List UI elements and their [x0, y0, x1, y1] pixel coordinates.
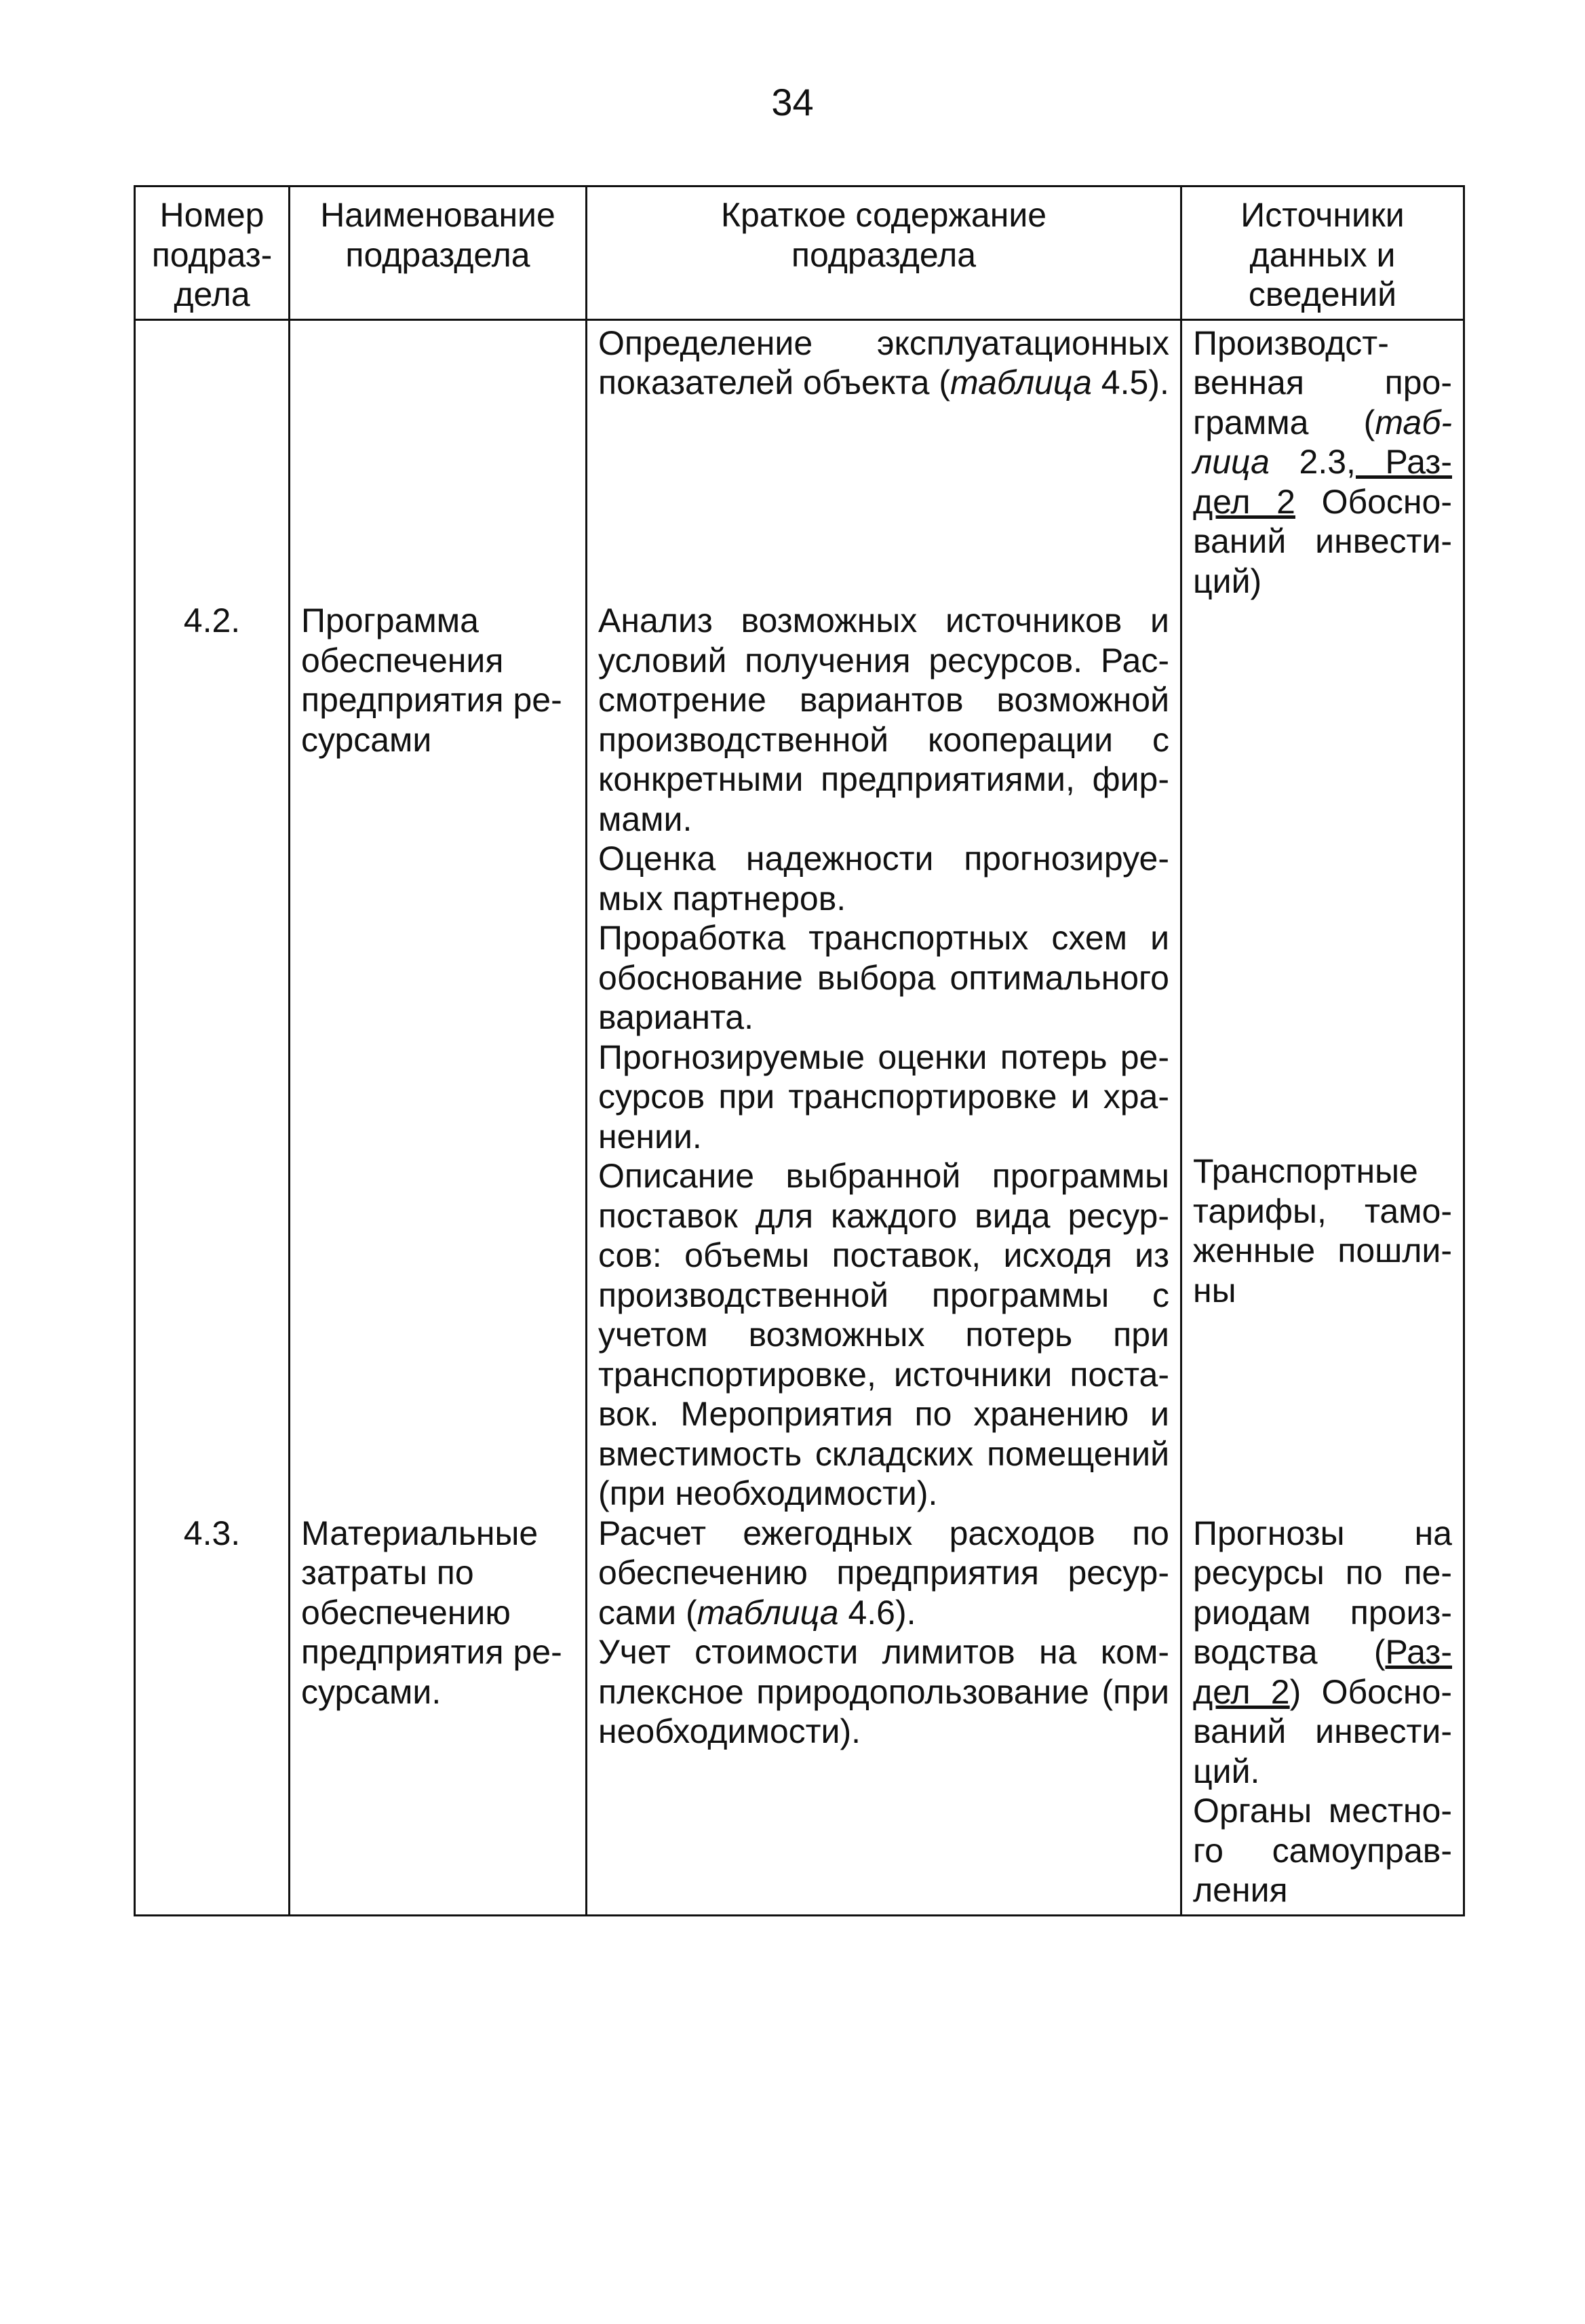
header-number: Номер подраз- дела: [135, 186, 290, 320]
page-number: 34: [771, 81, 814, 123]
content-paragraph: Учет стоимости лимитов на ком-плексное природопользование (при необходимости).: [598, 1633, 1169, 1750]
sources-paragraph: Производст-венная про-грамма (таб-лица 2.3, Раз-дел 2 Обосно-ваний инвести-ций): [1193, 323, 1452, 600]
cell-number: [135, 319, 290, 601]
cell-sources: [1181, 1514, 1464, 1916]
sources-paragraph: Прогнозы на ресурсы по пе-риодам произ-водства (Раз-дел 2) Обосно-ваний инвести-ций.: [1193, 1514, 1452, 1790]
header-sources: Источники данных и сведений: [1181, 186, 1464, 320]
cell-content: [587, 1514, 1181, 1916]
cell-name: [290, 319, 587, 601]
cell-number: 4.2.: [135, 601, 290, 1514]
cell-sources: [1181, 319, 1464, 601]
subsections-table: [134, 185, 1465, 1916]
cell-content: [587, 601, 1181, 1514]
content-paragraph: Определение эксплуатационных показателей объекта (таблица 4.5).: [598, 323, 1169, 401]
header-content: Краткое содержание подраздела: [587, 186, 1181, 320]
content-paragraph: Оценка надежности прогнозируе-мых партнеров.: [598, 840, 1169, 918]
cell-number: 4.3.: [135, 1514, 290, 1916]
table-row: [135, 319, 1464, 601]
sources-paragraph: Транспортные тарифы, тамо-женные пошли-ны: [1193, 1152, 1452, 1309]
cell-name: Программа обеспечения предприятия ре-сурсами: [290, 601, 587, 1514]
content-paragraph: Расчет ежегодных расходов по обеспечению предприятия ресур-сами (таблица 4.6).: [598, 1514, 1169, 1632]
content-paragraph: Описание выбранной программы поставок для каждого вида ресур-сов: объемы поставок, исходя из производственной программы с учетом возможных потерь при транспортировке, источники поста-вок. Мероприятия по хранению и вместимость складских помещений (при необходимости).: [598, 1157, 1169, 1512]
content-paragraph: Проработка транспортных схем и обоснование выбора оптимального варианта.: [598, 919, 1169, 1036]
content-paragraph: Анализ возможных источников и условий получения ресурсов. Рас-смотрение вариантов возможной производственной кооперации с конкретными предприятиями, фир-мами.: [598, 602, 1169, 838]
cell-sources: [1181, 601, 1464, 1514]
table-row: [135, 1514, 1464, 1916]
table-header-row: [135, 186, 1464, 320]
cell-name: Материальные затраты по обеспечению предприятия ре-сурсами.: [290, 1514, 587, 1916]
header-name: Наименование подраздела: [290, 186, 587, 320]
table-row: [135, 601, 1464, 1514]
sources-paragraph: Органы местно-го самоуправ-ления: [1193, 1792, 1452, 1909]
content-paragraph: Прогнозируемые оценки потерь ре-сурсов при транспортировке и хра-нении.: [598, 1038, 1169, 1156]
cell-content: [587, 319, 1181, 601]
